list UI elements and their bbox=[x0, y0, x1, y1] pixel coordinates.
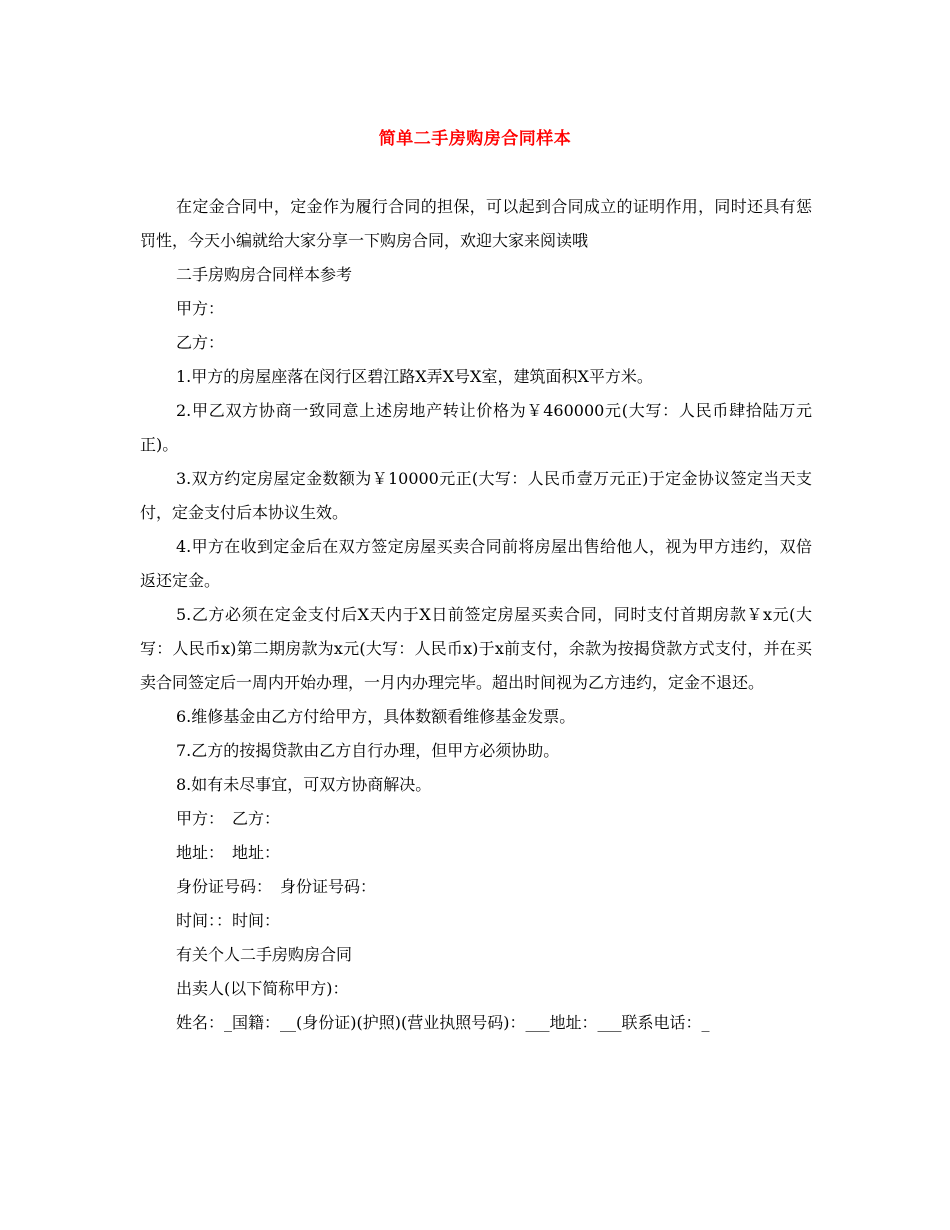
seller-info: 姓名：_国籍：__(身份证)(护照)(营业执照号码)：___地址：___联系电话：_ bbox=[176, 1013, 710, 1032]
signature-time: 时间：：时间： bbox=[176, 911, 281, 930]
document-title: 简单二手房购房合同样本 bbox=[378, 129, 572, 149]
intro-paragraph: 在定金合同中，定金作为履行合同的担保，可以起到合同成立的证明作用，同时还具有惩罚性，今天小编就给大家分享一下购房合同，欢迎大家来阅读哦 bbox=[140, 197, 812, 250]
clause-7: 7.乙方的按揭贷款由乙方自行办理，但甲方必须协助。 bbox=[176, 741, 560, 760]
clause-3: 3.双方约定房屋定金数额为￥10000元正(大写：人民币壹万元正)于定金协议签定当天支付，定金支付后本协议生效。 bbox=[140, 469, 812, 522]
clause-1: 1.甲方的房屋座落在闵行区碧江路X弄X号X室，建筑面积X平方米。 bbox=[176, 367, 653, 386]
section2-title: 有关个人二手房购房合同 bbox=[176, 945, 353, 964]
party-a-label: 甲方： bbox=[176, 299, 225, 318]
clause-4: 4.甲方在收到定金后在双方签定房屋买卖合同前将房屋出售给他人，视为甲方违约，双倍返还定金。 bbox=[140, 537, 812, 590]
document-body bbox=[140, 190, 812, 1040]
signature-address: 地址： 地址： bbox=[176, 843, 281, 862]
subtitle: 二手房购房合同样本参考 bbox=[176, 265, 353, 284]
party-b-label: 乙方： bbox=[176, 333, 225, 352]
signature-parties: 甲方： 乙方： bbox=[176, 809, 281, 828]
clause-2: 2.甲乙双方协商一致同意上述房地产转让价格为￥460000元(大写：人民币肆拾陆万元正)。 bbox=[140, 401, 812, 454]
seller-label: 出卖人(以下简称甲方)： bbox=[176, 979, 349, 998]
clause-6: 6.维修基金由乙方付给甲方，具体数额看维修基金发票。 bbox=[176, 707, 576, 726]
clause-8: 8.如有未尽事宜，可双方协商解决。 bbox=[176, 775, 432, 794]
signature-id-number: 身份证号码： 身份证号码： bbox=[176, 877, 377, 896]
clause-5: 5.乙方必须在定金支付后X天内于X日前签定房屋买卖合同，同时支付首期房款￥x元(大写：人民币x)第二期房款为x元(大写：人民币x)于x前支付，余款为按揭贷款方式支付，并在买卖合同签定后一周内开始办理，一月内办理完毕。超出时间视为乙方违约，定金不退还。 bbox=[140, 605, 812, 692]
